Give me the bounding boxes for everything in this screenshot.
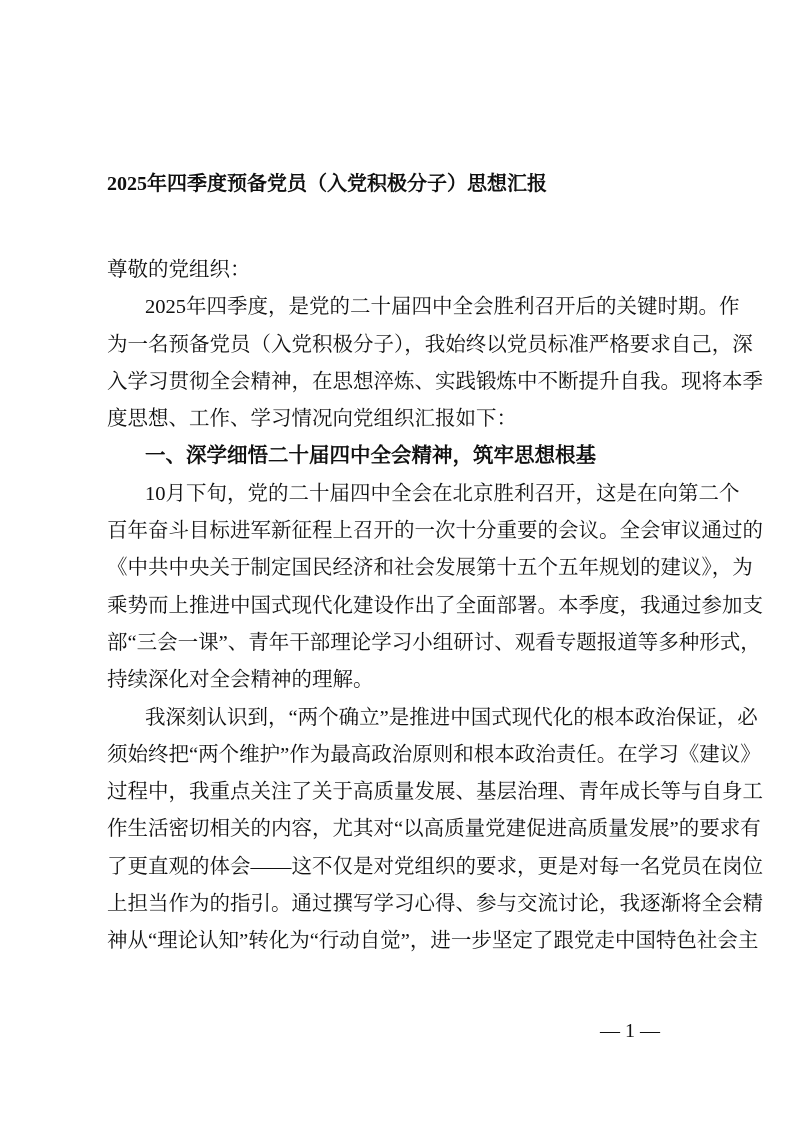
- para1-line: 持续深化对全会精神的理解。: [107, 669, 374, 692]
- para1-line: 部“三会一课”、青年干部理论学习小组研讨、观看专题报道等多种形式，: [107, 631, 761, 654]
- para2-line: 须始终把“两个维护”作为最高政治原则和根本政治责任。在学习《建议》: [107, 743, 761, 766]
- page-number: — 1 —: [600, 1020, 660, 1042]
- para1-line: 百年奋斗目标进军新征程上召开的一次十分重要的会议。全会审议通过的: [107, 520, 763, 543]
- intro-line: 为一名预备党员（入党积极分子），我始终以党员标准严格要求自己，深: [107, 333, 753, 356]
- para1-line: 乘势而上推进中国式现代化建设作出了全面部署。本季度，我通过参加支: [107, 594, 763, 617]
- document-body: [107, 252, 763, 961]
- para2-line: 作生活密切相关的内容，尤其对“以高质量党建促进高质量发展”的要求有: [107, 818, 761, 841]
- para1-line: 10月下旬，党的二十届四中全会在北京胜利召开，这是在向第二个: [145, 482, 740, 505]
- document-title: 2025年四季度预备党员（入党积极分子）思想汇报: [107, 173, 547, 195]
- para2-line: 我深刻认识到，“两个确立”是推进中国式现代化的根本政治保证，必: [145, 706, 758, 729]
- intro-line: 度思想、工作、学习情况向党组织汇报如下：: [107, 408, 517, 431]
- para2-line: 了更直观的体会——这不仅是对党组织的要求，更是对每一名党员在岗位: [107, 855, 763, 878]
- section-heading: 一、深学细悟二十届四中全会精神，筑牢思想根基: [145, 445, 596, 468]
- intro-line: 入学习贯彻全会精神，在思想淬炼、实践锻炼中不断提升自我。现将本季: [107, 370, 763, 393]
- greeting: 尊敬的党组织：: [107, 259, 251, 281]
- para2-line: 神从“理论认知”转化为“行动自觉”，进一步坚定了跟党走中国特色社会主: [107, 930, 759, 953]
- intro-line: 2025年四季度，是党的二十届四中全会胜利召开后的关键时期。作: [145, 296, 740, 319]
- para1-line: 《中共中央关于制定国民经济和社会发展第十五个五年规划的建议》，为: [107, 557, 753, 580]
- para2-line: 过程中，我重点关注了关于高质量发展、基层治理、青年成长等与自身工: [107, 781, 763, 804]
- para2-line: 上担当作为的指引。通过撰写学习心得、参与交流讨论，我逐渐将全会精: [107, 893, 763, 916]
